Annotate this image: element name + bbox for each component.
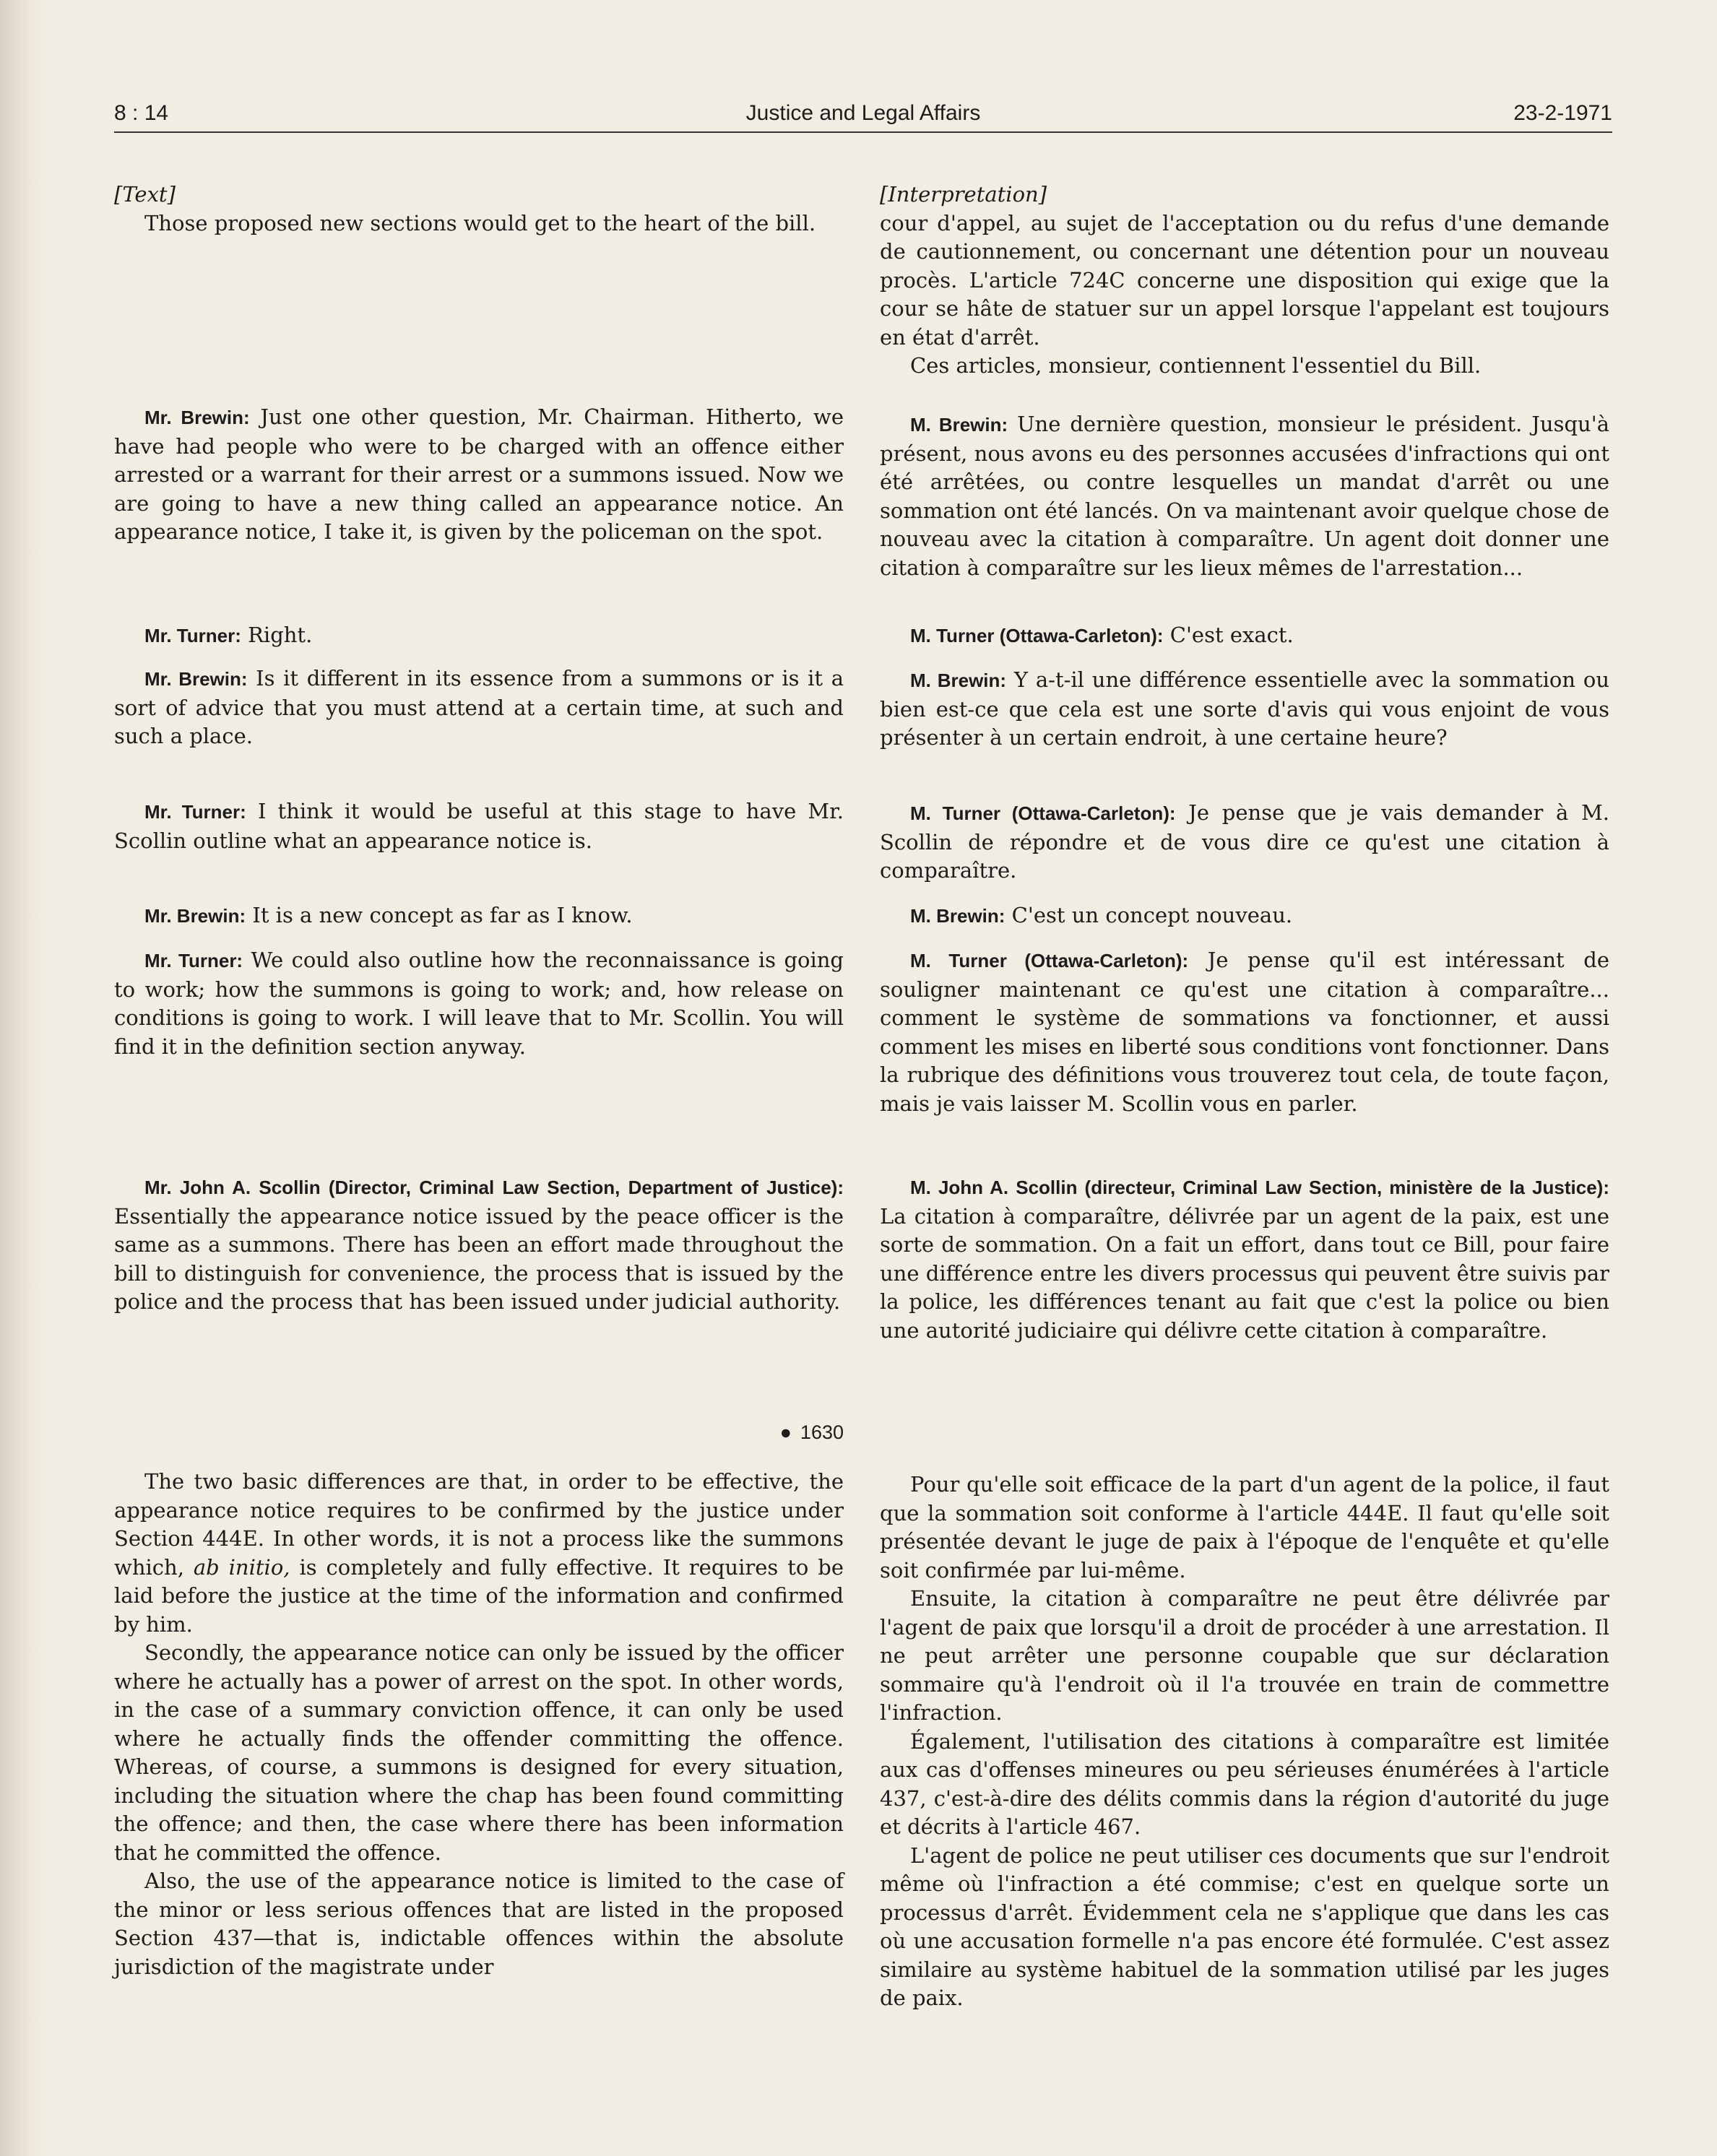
speaker-name: Mr. Brewin:: [144, 905, 246, 927]
speech-turner-scollin-fr: [880, 799, 1609, 886]
header-date: 23-2-1971: [1513, 101, 1612, 125]
left-block-2: [114, 403, 844, 547]
speech-brewin-difference-fr: [880, 666, 1609, 753]
speech-brewin-question: [114, 403, 844, 547]
right-block-8: [880, 1173, 1609, 1345]
left-block-6: [114, 901, 844, 931]
left-block-7: [114, 946, 844, 1061]
speaker-name: Mr. Brewin:: [144, 407, 250, 428]
paragraph-egalement: Également, l'utilisation des citations à comparaître est limitée aux cas d'offenses mineures ou peu sérieuses énumérées à l'article 437, c'est-à-dire des délits commis dans la région d'autorité du juge et décrits à l'article 467.: [880, 1728, 1609, 1839]
speech-turner-useful: [114, 797, 844, 855]
speech-scollin: [114, 1173, 844, 1317]
speech-text: C'est exact.: [1163, 623, 1294, 647]
speaker-name: Mr. Turner:: [144, 801, 246, 823]
paragraph-two-differences: [114, 1468, 844, 1639]
time-marker-value: 1630: [800, 1421, 844, 1443]
paragraph-efficace: Pour qu'elle soit efficace de la part d'un agent de la police, il faut que la sommation soit conforme à l'article 444E. Il faut qu'elle soit présentée devant le juge de paix à l'époque de l'enquête et qu'elle soit confirmée par lui-même.: [880, 1472, 1609, 1583]
left-block-5: [114, 797, 844, 855]
speech-text: Une dernière question, monsieur le président. Jusqu'à présent, nous avons eu des personnes accusées d'infractions qui ont été arrêtées, ou contre lesquelles un mandat d'arrêt ou une sommation ont été lancés. On va maintenant avoir quelque chose de nouveau avec la citation à comparaître. Un agent doit donner une citation à comparaître sur les lieux mêmes de l'arrestation...: [880, 412, 1609, 580]
right-block-5: [880, 799, 1609, 886]
paragraph-ensuite: Ensuite, la citation à comparaître ne peut être délivrée par l'agent de paix que lorsqu'il a droit de procéder à une arrestation. Il ne peut arrêter une personne coupable que sur déclaration sommaire qu'à l'endroit où il l'a trouvée en train de commettre l'infraction.: [880, 1586, 1609, 1725]
left-block-3: [114, 621, 844, 651]
speech-text: I think it would be useful at this stage to have Mr. Scollin outline what an appearance notice is.: [114, 799, 844, 853]
speaker-name: Mr. John A. Scollin (Director, Criminal Law Section, Department of Justice):: [144, 1177, 844, 1198]
page-header: [114, 95, 1612, 133]
speaker-name: M. Turner (Ottawa-Carleton):: [910, 802, 1176, 824]
right-block-1: [880, 181, 1609, 381]
speaker-name: M. Turner (Ottawa-Carleton):: [910, 625, 1164, 646]
speaker-name: M. Brewin:: [910, 670, 1007, 691]
speech-text: Je pense qu'il est intéressant de souligner maintenant ce qu'est une citation à comparaître... comment le système de sommations va fonctionner, et aussi comment les mises en liberté sous conditions vont fonctionner. Dans la rubrique des définitions vous trouverez tout cela, de toute façon, mais je vais laisser M. Scollin vous en parler.: [880, 948, 1609, 1116]
italic-term: ab initio,: [193, 1554, 290, 1580]
text-label: [Text]: [114, 182, 176, 207]
speech-turner-outline: [114, 946, 844, 1061]
speech-text: Je pense que je vais demander à M. Scollin de répondre et de vous dire ce qu'est une citation à comparaître.: [880, 800, 1609, 883]
right-block-2: [880, 410, 1609, 582]
right-block-4: [880, 666, 1609, 753]
speaker-name: M. Turner (Ottawa-Carleton):: [910, 950, 1189, 971]
speech-text: Right.: [241, 623, 313, 647]
speech-scollin-fr: [880, 1173, 1609, 1345]
left-block-8: [114, 1173, 844, 1317]
text-run: The two basic differences are that, in order to be effective, the appearance notice requires to be confirmed by the justice under Section 444E. In other words, it is not a process like the summons which,: [114, 1469, 844, 1580]
left-block-1: [114, 181, 844, 238]
running-title: Justice and Legal Affairs: [745, 101, 981, 125]
bullet-icon: ●: [779, 1421, 792, 1443]
left-block-4: [114, 664, 844, 751]
speech-text: Just one other question, Mr. Chairman. Hitherto, we have had people who were to be charged with an offence either arrested or a warrant for their arrest or a summons issued. Now we are going to have a new thing called an appearance notice. An appearance notice, I take it, is given by the policeman on the spot.: [114, 404, 844, 544]
interpretation-label: [Interpretation]: [880, 182, 1047, 207]
paragraph-secondly: Secondly, the appearance notice can only be issued by the officer where he actually has a power of arrest on the spot. In other words, in the case of a summary conviction offence, it can only be used where he actually finds the offender committing the offence. Whereas, of course, a summons is designed for every situation, including the situation where the chap has been found committing the offence; and then, the case where there has been information that he committed the offence.: [114, 1640, 844, 1865]
right-block-3: [880, 621, 1609, 651]
speech-text: Essentially the appearance notice issued by the peace officer is the same as a summons. There has been an effort made throughout the bill to distinguish for convenience, the process that is issued by the police and the process that has been issued under judicial authority.: [114, 1203, 844, 1314]
time-marker: [780, 1419, 844, 1447]
speaker-name: Mr. Turner:: [144, 950, 243, 971]
page-number: 8 : 14: [114, 101, 169, 125]
speaker-name: M. Brewin:: [910, 414, 1008, 436]
speech-brewin-different: [114, 664, 844, 751]
speech-text: La citation à comparaître, délivrée par un agent de la paix, est une sorte de sommation. On a fait un effort, dans tout ce Bill, pour faire une différence entre les divers processus qui peuvent être suivis par la police, les différences tenant au fait que c'est la police ou bien une autorité judiciaire qui délivre cette citation à comparaître.: [880, 1203, 1609, 1343]
right-block-6: [880, 901, 1609, 931]
speaker-name: Mr. Brewin:: [144, 668, 248, 690]
speaker-name: M. Brewin:: [910, 905, 1005, 927]
speech-brewin-question-fr: [880, 410, 1609, 582]
speech-text: It is a new concept as far as I know.: [246, 903, 633, 927]
speech-turner-right: [114, 621, 844, 651]
speech-text: Is it different in its essence from a summons or is it a sort of advice that you must attend at a certain time, at such and such a place.: [114, 666, 844, 748]
paragraph: Those proposed new sections would get to the heart of the bill.: [144, 210, 816, 235]
speech-turner-definitions-fr: [880, 946, 1609, 1118]
left-block-9: [114, 1468, 844, 1981]
speech-turner-exact: [880, 621, 1609, 651]
speech-text: We could also outline how the reconnaissance is going to work; how the summons is going to work; and, how release on conditions is going to work. I will leave that to Mr. Scollin. You will find it in the definition section anyway.: [114, 948, 844, 1059]
text-run: is completely and fully effective. It requires to be laid before the justice at the time of the information and confirmed by him.: [114, 1554, 844, 1637]
paragraph-agent-police: L'agent de police ne peut utiliser ces documents que sur l'endroit même où l'infraction a été commise; c'est en quelque sorte un processus d'arrêt. Évidemment cela ne s'applique que dans les cas où une accusation formelle n'a pas encore été formulée. C'est assez similaire au système habituel de la sommation utilisé par les juges de paix.: [880, 1843, 1609, 2010]
speaker-name: Mr. Turner:: [144, 625, 241, 646]
paragraph-also: Also, the use of the appearance notice is limited to the case of the minor or less serious offences that are listed in the proposed Section 437—that is, indictable offences within the absolute jurisdiction of the magistrate under: [114, 1869, 844, 1979]
speech-text: C'est un concept nouveau.: [1005, 903, 1293, 927]
speech-brewin-concept: [114, 901, 844, 931]
speech-text: Y a-t-il une différence essentielle avec la sommation ou bien est-ce que cela est une sorte d'avis qui vous enjoint de vous présenter à un certain endroit, à une certaine heure?: [880, 667, 1610, 750]
paragraph: Ces articles, monsieur, contiennent l'essentiel du Bill.: [910, 353, 1482, 378]
page-binding-shadow: [0, 0, 43, 2156]
speaker-name: M. John A. Scollin (directeur, Criminal Law Section, ministère de la Justice):: [910, 1177, 1609, 1198]
right-block-7: [880, 946, 1609, 1118]
right-block-9: [880, 1471, 1609, 2013]
speech-brewin-concept-fr: [880, 901, 1609, 931]
paragraph: cour d'appel, au sujet de l'acceptation ou du refus d'une demande de cautionnement, ou concernant une détention pour un nouveau procès. L'article 724C concerne une disposition qui exige que la cour se hâte de statuer sur un appel lorsque l'appelant est toujours en état d'arrêt.: [880, 210, 1609, 350]
